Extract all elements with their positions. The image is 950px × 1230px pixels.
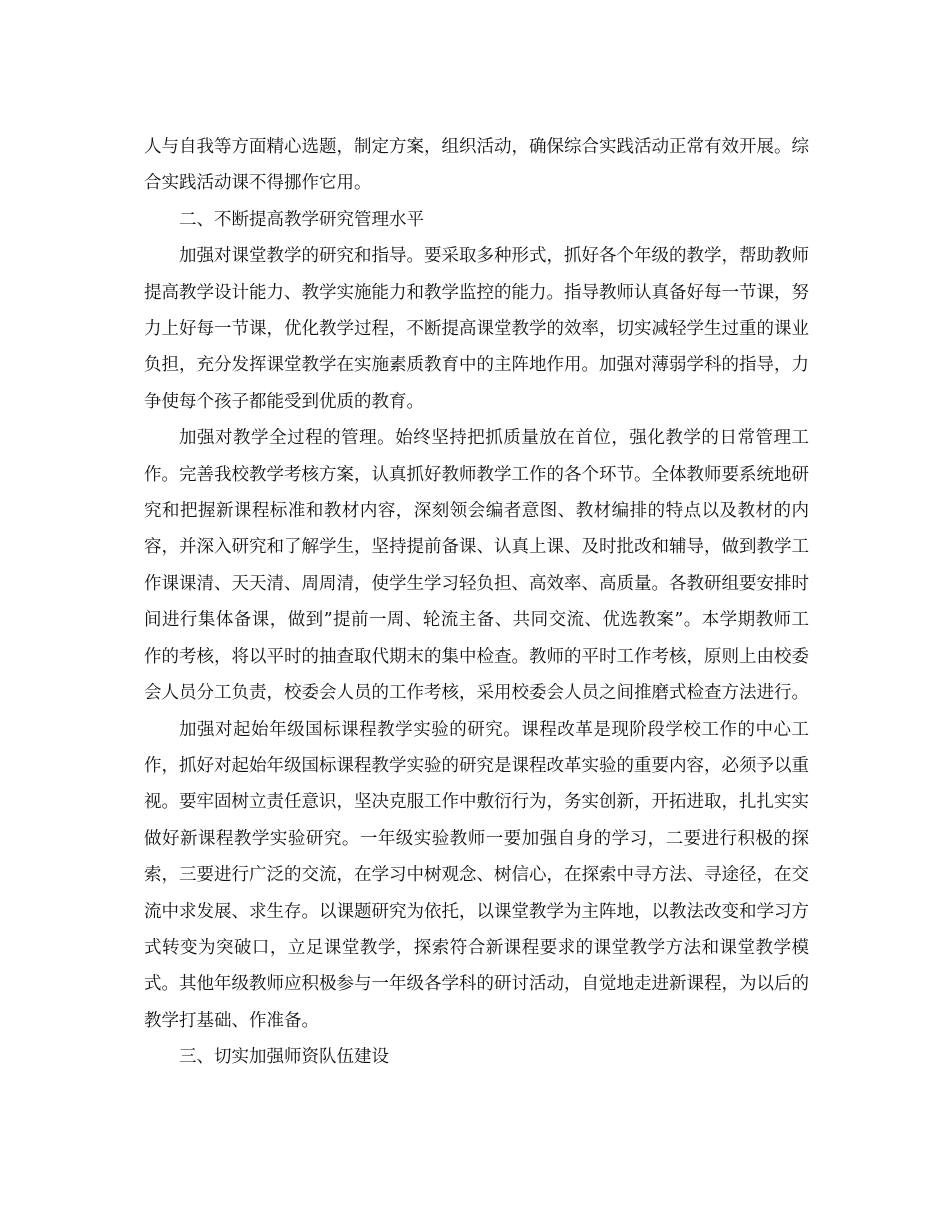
paragraph-teaching-management: 加强对教学全过程的管理。始终坚持把抓质量放在首位，强化教学的日常管理工作。完善我校教学考核方案，认真抓好教师教学工作的各个环节。全体教师要系统地研究和把握新课程标准和教材内容，深刻领会编者意图、教材编排的特点以及教材的内容，并深入研究和了解学生，坚持提前备课、认真上课、及时批改和辅导，做到教学工作课课清、天天清、周周清，使学生学习轻负担、高效率、高质量。各教研组要安排时间进行集体备课，做到”提前一周、轮流主备、共同交流、优选教案”。本学期教师工作的考核，将以平时的抽查取代期末的集中检查。教师的平时工作考核，原则上由校委会人员分工负责，校委会人员的工作考核，采用校委会人员之间推磨式检查方法进行。 — [144, 428, 809, 704]
paragraph-curriculum-experiment: 加强对起始年级国标课程教学实验的研究。课程改革是现阶段学校工作的中心工作，抓好对起始年级国标课程教学实验的研究是课程改革实验的重要内容，必须予以重视。要牢固树立责任意识，坚决克服工作中敷衍行为，务实创新，开拓进取，扎扎实实做好新课程教学实验研究。一年级实验教师一要加强自身的学习，二要进行积极的探索，三要进行广泛的交流，在学习中树观念、树信心，在探索中寻方法、寻途径，在交流中求发展、求生存。以课题研究为依托，以课堂教学为主阵地，以教法改变和学习方式转变为突破口，立足课堂教学，探索符合新课程要求的课堂教学方法和课堂教学模式。其他年级教师应积极参与一年级各学科的研讨活动，自觉地走进新课程，为以后的教学打基础、作准备。 — [144, 719, 809, 1031]
paragraph-classroom-teaching: 加强对课堂教学的研究和指导。要采取多种形式，抓好各个年级的教学，帮助教师提高教学设计能力、教学实施能力和教学监控的能力。指导教师认真备好每一节课，努力上好每一节课，优化教学过程，不断提高课堂教学的效率，切实减轻学生过重的课业负担，充分发挥课堂教学在实施素质教育中的主阵地作用。加强对薄弱学科的指导，力争使每个孩子都能受到优质的教育。 — [144, 246, 809, 412]
document-body — [144, 129, 809, 1076]
section-heading-3: 三、切实加强师资队伍建设 — [179, 1047, 389, 1068]
section-heading-2: 二、不断提高教学研究管理水平 — [179, 209, 424, 230]
paragraph-continuation: 人与自我等方面精心选题，制定方案，组织活动，确保综合实践活动正常有效开展。综合实践活动课不得挪作它用。 — [144, 137, 809, 194]
